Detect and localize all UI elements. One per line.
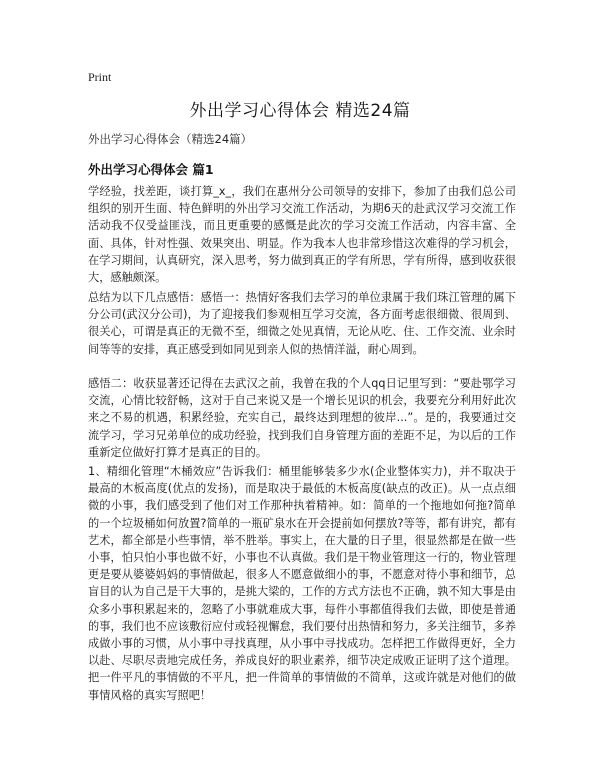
document-subtitle: 外出学习心得体会（精选24篇） <box>88 132 253 146</box>
print-label: Print <box>88 70 112 84</box>
paragraph-fine-management: 1、精细化管理“木桶效应”告诉我们：桶里能够装多少水(企业整体实力)，并不取决于最高的木板高度(优点的发扬)，而是取决于最低的木板高度(缺点的改正)。从一点点细微的小事，我们感受到了他们对工作那种执着精神。如：简单的一个拖地如何拖?简单的一个垃圾桶如何放置?简单的一瓶矿泉水在开会提前如何摆放?等等，都有讲究，都有艺术，都全部是小些事情，举不胜举。事实上，在大量的日子里，很显然都是在做一些小事，怕只怕小事也做不好，小事也不认真做。我们是干物业管理这一行的，物业管理更是要从婆婆妈妈的事情做起，很多人不愿意做细小的事，不愿意对待小事和细节，总盲目的认为自己是干大事的，是挑大梁的，工作的方式方法也不正确，孰不知大事是由众多小事积累起来的，忽略了小事就难成大事，每件小事都值得我们去做，即使是普通的事，我们也不应该敷衍应付或轻视懈怠，我们要付出热情和努力，多关注细节，多养成做小事的习惯，从小事中寻找真理，从小事中寻找成功。怎样把工作做得更好，全力以赴、尽职尽责地完成任务，养成良好的职业素养，细节决定成败正证明了这个道理。把一件平凡的事情做的不平凡，把一件简单的事情做的不简单，这或许就是对他们的做事情风格的真实写照吧！ <box>88 465 516 702</box>
paragraph-insight-one: 总结为以下几点感悟：感悟一：热情好客我们去学习的单位隶属于我们珠江管理的属下分公司(武汉分公司)，为了迎接我们参观相互学习交流，各方面考虑很细微、很周到、很关心，可谓是真正的无微不至，细微之处见真情，无论从吃、住、工作交流、业余时间等等的安排，真正感受到如同见到亲人似的热情洋溢，耐心周到。 <box>88 291 516 356</box>
paragraph-intro: 学经验，找差距，谈打算_x_，我们在惠州分公司领导的安排下，参加了由我们总公司组织的别开生面、特色鲜明的外出学习交流工作活动，为期6天的赴武汉学习交流工作活动我不仅受益匪浅，而且更重要的感慨是此次的学习交流工作活动，内容丰富、全面、具体，针对性强、效果突出、明显。作为我本人也非常珍惜这次难得的学习机会，在学习期间，认真研究，深入思考，努力做到真正的学有所思，学有所得，感到收获很大，感触颇深。 <box>88 185 516 285</box>
section-heading: 外出学习心得体会 篇1 <box>88 162 214 177</box>
paragraph-insight-two: 感悟二：收获显著还记得在去武汉之前，我曾在我的个人qq日记里写到：“要赴鄂学习交流，心情比较舒畅，这对于自己来说又是一个增长见识的机会，我要充分利用好此次来之不易的机遇，积累经验，充实自己，最终达到理想的彼岸...”。是的，我要通过交流学习，学习兄弟单位的成功经验，找到我们自身管理方面的差距不足，为以后的工作重新定位做好打算才是真正的目的。 <box>88 377 516 459</box>
page-title: 外出学习心得体会 精选24篇 <box>189 101 411 121</box>
